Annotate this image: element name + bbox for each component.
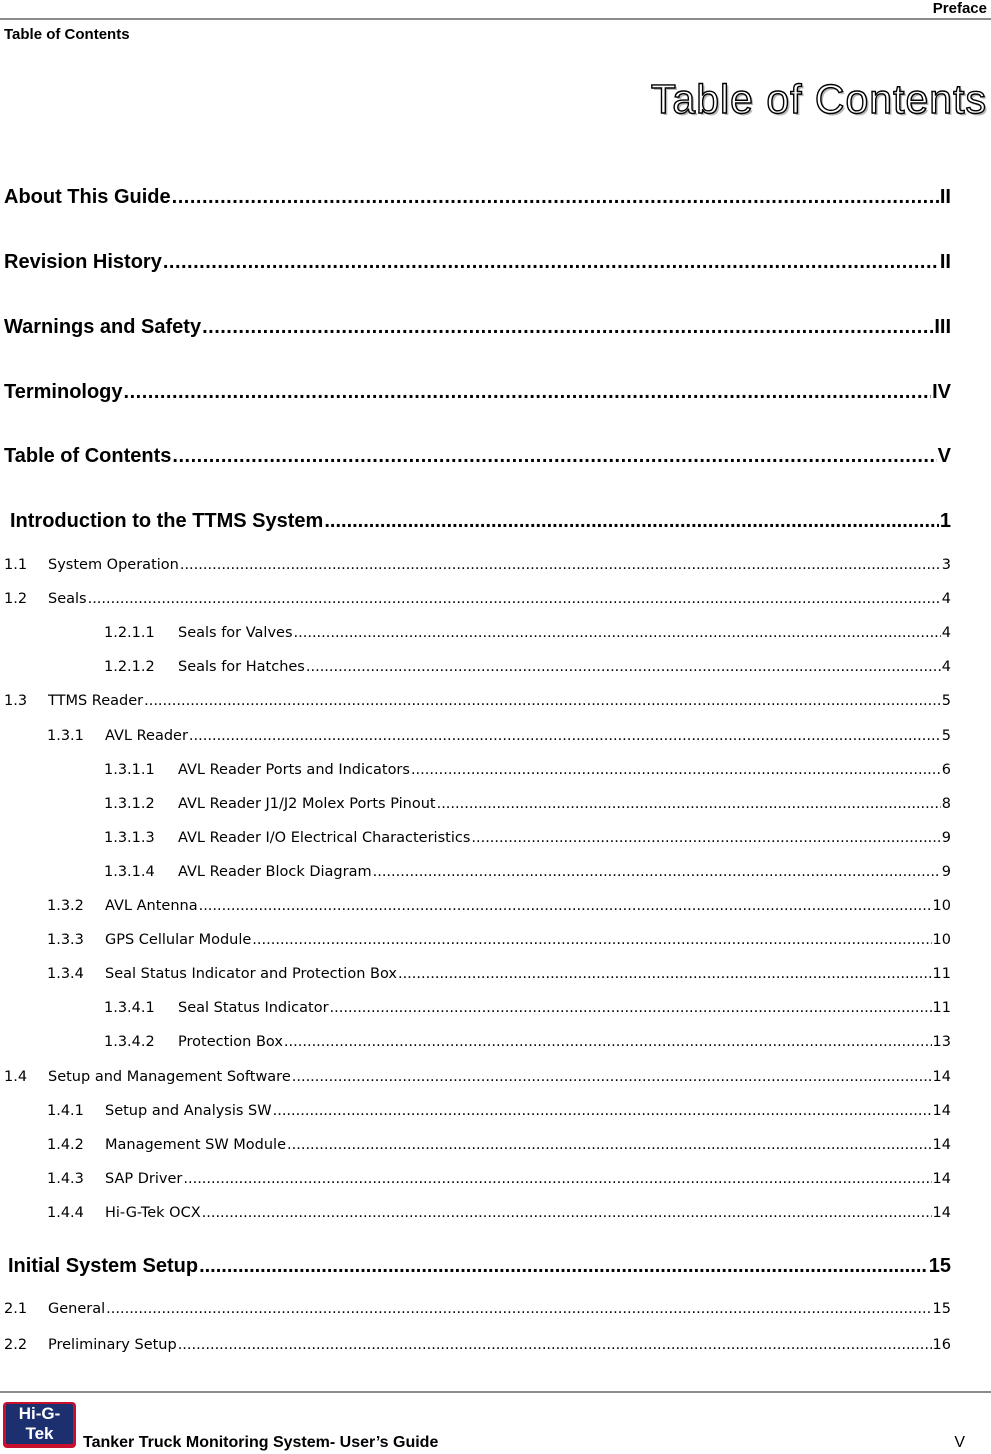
- toc-item[interactable]: [104, 762, 951, 778]
- toc-page: II: [939, 186, 951, 208]
- toc-item[interactable]: [47, 966, 951, 982]
- toc-item-label: [104, 762, 410, 778]
- toc-label: Terminology: [4, 381, 123, 403]
- toc-item-page: 4: [941, 659, 951, 676]
- toc-item-label: [104, 659, 305, 675]
- footer-doc-title: Tanker Truck Monitoring System- User’s Guide: [83, 1434, 439, 1451]
- toc-item[interactable]: [47, 1137, 951, 1153]
- toc-page: III: [934, 316, 951, 338]
- toc-item-page: 8: [941, 795, 951, 812]
- toc-item-text: Protection Box: [178, 1034, 283, 1051]
- toc-item[interactable]: [47, 932, 951, 948]
- toc-page: II: [939, 251, 951, 273]
- toc-item[interactable]: [4, 1301, 951, 1317]
- toc-item-number: 1.2.1.1: [104, 625, 155, 642]
- toc-item-page: 14: [932, 1136, 951, 1153]
- toc-item-page: 10: [932, 898, 951, 914]
- toc-entry-about[interactable]: [4, 186, 951, 209]
- toc-item-label: [47, 1103, 272, 1119]
- toc-item-text: Setup and Management Software: [48, 1068, 291, 1085]
- toc-item-text: AVL Reader Block Diagram: [178, 863, 372, 880]
- toc-item-page: 9: [941, 829, 951, 846]
- toc-label: Revision History: [4, 251, 162, 273]
- toc-item-page: 11: [932, 1000, 951, 1017]
- toc-item-text: Seal Status Indicator: [178, 1000, 329, 1017]
- toc-item[interactable]: [104, 796, 951, 812]
- toc-item-number: 1.3: [4, 693, 28, 710]
- toc-item-label: [104, 796, 436, 812]
- toc-item-text: General: [48, 1301, 106, 1317]
- toc-item-number: 1.3.2: [47, 898, 84, 914]
- toc-item-page: 11: [932, 966, 951, 983]
- toc-label: Introduction to the TTMS System: [10, 510, 324, 532]
- toc-item-number: 1.4.1: [47, 1102, 84, 1119]
- toc-item[interactable]: [47, 898, 951, 914]
- toc-item-text: Seals for Valves: [178, 625, 293, 642]
- toc-item-label: [47, 1137, 286, 1153]
- toc-item-page: 14: [932, 1102, 951, 1119]
- toc-chapter-1[interactable]: [10, 510, 951, 533]
- toc-item-number: 1.4.3: [47, 1170, 84, 1187]
- toc-item-page: 10: [932, 932, 951, 949]
- toc-item-page: 16: [932, 1337, 951, 1353]
- toc-page: V: [937, 445, 951, 467]
- toc-item[interactable]: [4, 557, 951, 573]
- toc-item-text: TTMS Reader: [48, 693, 144, 710]
- toc-item-number: 2.2: [4, 1337, 28, 1353]
- toc-item-label: [104, 625, 293, 641]
- toc-item-number: 1.3.4.1: [104, 1000, 155, 1017]
- toc-item-text: Seals: [48, 591, 87, 608]
- toc-item-label: [4, 1301, 105, 1317]
- toc-item-label: [104, 1034, 283, 1050]
- toc-item[interactable]: [4, 591, 951, 607]
- toc-item-text: GPS Cellular Module: [105, 932, 252, 949]
- toc-item-number: 1.3.4: [47, 966, 84, 983]
- company-logo: [3, 1402, 76, 1448]
- toc-item-text: System Operation: [48, 557, 179, 573]
- toc-chapter-2[interactable]: [8, 1255, 951, 1278]
- toc-entry-toc[interactable]: [4, 445, 951, 468]
- logo-text: Hi-G-Tek: [6, 1404, 73, 1444]
- toc-item-page: 5: [941, 693, 951, 710]
- toc-item-number: 1.3.3: [47, 932, 84, 949]
- toc-item-text: Setup and Analysis SW: [105, 1102, 272, 1119]
- toc-item-label: [47, 898, 198, 914]
- toc-item-text: Seals for Hatches: [178, 659, 305, 676]
- toc-item-label: [104, 1000, 329, 1016]
- toc-item[interactable]: [47, 1103, 951, 1119]
- page-title: Table of Contents: [650, 76, 987, 122]
- toc-item[interactable]: [104, 1034, 951, 1050]
- toc-item-page: 13: [932, 1034, 951, 1051]
- toc-item-number: 1.4.2: [47, 1136, 84, 1153]
- toc-item-number: 1.3.1.4: [104, 863, 155, 880]
- toc-entry-warnings[interactable]: [4, 316, 951, 339]
- toc-item-label: [47, 966, 397, 982]
- toc-item-number: 1.4: [4, 1068, 28, 1085]
- toc-entry-terminology[interactable]: [4, 381, 951, 404]
- toc-item-page: 4: [941, 625, 951, 642]
- header-section: Preface: [932, 0, 987, 17]
- toc-item-page: 14: [932, 1068, 951, 1085]
- toc-item-number: 1.4.4: [47, 1204, 84, 1221]
- toc-item-number: 2.1: [4, 1301, 28, 1317]
- toc-item-number: 1.3.1.2: [104, 795, 155, 812]
- toc-item-label: [4, 557, 179, 573]
- toc-item-text: Hi-G-Tek OCX: [105, 1204, 201, 1221]
- toc-item-text: Management SW Module: [105, 1136, 287, 1153]
- toc-item-label: [104, 864, 372, 880]
- toc-item-page: 4: [941, 591, 951, 608]
- toc-item-number: 1.2.1.2: [104, 659, 155, 676]
- toc-item-number: 1.3.4.2: [104, 1034, 155, 1051]
- toc-item[interactable]: [104, 659, 951, 675]
- toc-item-text: AVL Antenna: [105, 898, 198, 914]
- header-rule: [0, 18, 991, 20]
- toc-label: About This Guide: [4, 186, 171, 208]
- toc-item[interactable]: [47, 1171, 951, 1187]
- toc-entry-revision[interactable]: [4, 251, 951, 274]
- toc-item-text: AVL Reader J1/J2 Molex Ports Pinout: [178, 795, 436, 812]
- toc-item-text: SAP Driver: [105, 1170, 183, 1187]
- toc-item[interactable]: [47, 1205, 951, 1221]
- header-running-title: Table of Contents: [4, 26, 130, 43]
- toc-item-page: 6: [941, 761, 951, 778]
- toc-item-label: [4, 591, 87, 607]
- toc-item-number: 1.1: [4, 557, 28, 573]
- toc-item[interactable]: [104, 864, 951, 880]
- toc-item-label: [104, 830, 470, 846]
- toc-item-label: [47, 932, 251, 948]
- toc-page: 15: [928, 1255, 951, 1277]
- toc-item-label: [4, 1337, 177, 1353]
- toc-item[interactable]: [104, 625, 951, 641]
- footer-page-number: V: [954, 1434, 965, 1451]
- toc-item-text: AVL Reader I/O Electrical Characteristics: [178, 829, 471, 846]
- toc-item-number: 1.3.1.1: [104, 761, 155, 778]
- toc-label: Table of Contents: [4, 445, 172, 467]
- toc-item-number: 1.2: [4, 591, 28, 608]
- toc-item-number: 1.3.1.3: [104, 829, 155, 846]
- toc-item-page: 14: [932, 1170, 951, 1187]
- toc-item-label: [47, 1171, 182, 1187]
- toc-item[interactable]: [47, 728, 951, 744]
- footer-rule: [0, 1391, 991, 1393]
- toc-item-text: Preliminary Setup: [48, 1337, 177, 1353]
- toc-label: Initial System Setup: [8, 1255, 199, 1277]
- toc-page: IV: [932, 381, 951, 403]
- toc-item-label: [4, 1069, 291, 1085]
- toc-item-label: [47, 1205, 201, 1221]
- toc-item-page: 15: [932, 1301, 951, 1317]
- toc-item-label: [47, 728, 188, 744]
- toc-item[interactable]: [104, 1000, 951, 1016]
- toc-item-page: 5: [941, 727, 951, 744]
- toc-item-number: 1.3.1: [47, 727, 84, 744]
- toc-label: Warnings and Safety: [4, 316, 202, 338]
- toc-item-text: Seal Status Indicator and Protection Box: [105, 966, 397, 983]
- toc-item-text: AVL Reader: [105, 727, 188, 744]
- toc-item[interactable]: [4, 1337, 951, 1353]
- toc-page: 1: [939, 510, 951, 532]
- toc-item[interactable]: [4, 693, 951, 709]
- toc-item-text: AVL Reader Ports and Indicators: [178, 761, 410, 778]
- toc-item-page: 3: [941, 557, 951, 573]
- toc-item-label: [4, 693, 143, 709]
- toc-item-page: 9: [941, 863, 951, 880]
- toc-item[interactable]: [104, 830, 951, 846]
- toc-item-page: 14: [932, 1204, 951, 1221]
- toc-item[interactable]: [4, 1069, 951, 1085]
